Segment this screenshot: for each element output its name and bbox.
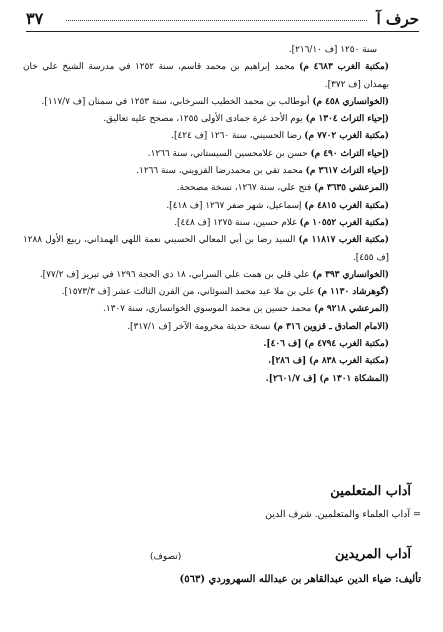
manuscript-entry — [23, 232, 389, 267]
entry-library: (المشكاة ١٣٠١ م) — [319, 373, 389, 384]
author-line: تأليف: ضياء الدين عبدالقاهر بن عبدالله السهروردي (٥٦٣) — [179, 574, 421, 585]
manuscript-entry — [23, 128, 389, 145]
entry-library: (إحياء التراث ٤٩٠ م) — [310, 148, 389, 159]
entry-details: السيد رضا بن أبي المعالي الحسيني نعمة اللهي الهمذاني، ربيع الأول ١٢٨٨ [ف ٤٥٥]. — [23, 235, 389, 263]
manuscript-entry — [23, 284, 389, 301]
entry-library: (مكتبة الغرب ١١٨١٧ م) — [298, 235, 389, 246]
entry-details: غلام حسين، سنة ١٢٧٥ [ف ٤٤٨]. — [174, 217, 297, 228]
cross-reference: = آداب العلماء والمتعلمين. شرف الدين — [265, 509, 421, 520]
manuscript-entry — [23, 336, 389, 353]
entry-details: محمد إبراهيم بن محمد قاسم، سنة ١٢٥٢ في مدرسة الشيخ علي خان بهمذان [ف ٣٧٢]. — [23, 62, 389, 90]
subject-tag: (تصوف) — [150, 552, 182, 562]
entry-details: محمد حسين بن محمد الموسوي الخوانساري، سنة ١٣٠٧. — [103, 304, 312, 315]
manuscript-entry — [23, 215, 389, 232]
entry-details: إسماعيل، شهر صفر ١٢٦٧ [ف ٤١٨]. — [166, 200, 302, 211]
entry-library: (مكتبة الغرب ٨٣٨ م) — [309, 356, 389, 367]
section-title: آداب المريدين — [335, 547, 411, 562]
manuscript-entry — [23, 319, 389, 336]
manuscript-entry — [23, 59, 389, 94]
entry-details: أبوطالب بن محمد الخطيب السرخابي، سنة ١٢٥٣ في سمنان [ف ١١٧/٧]. — [41, 96, 310, 107]
entry-details: يوم الأحد غرة جمادى الأولى ١٢٥٥، مصحح عليه تعاليق. — [103, 114, 303, 125]
entry-library: (إحياء التراث ٣٦١٧ م) — [305, 166, 389, 177]
entry-details: نسخة حديثة مخرومة الآخر [ف ٣١٧/١]. — [127, 321, 271, 332]
entry-details: رضا الحسيني، سنة ١٢٦٠ [ف ٤٢٤]. — [171, 131, 302, 142]
entry-library: (الخوانساري ٤٥٨ م) — [312, 96, 389, 107]
entry-details: [ف ٢٨٦]. — [268, 356, 307, 367]
entry-library: (مكتبة الغرب ٧٧٠٢ م) — [304, 131, 389, 142]
manuscript-entry — [23, 371, 389, 388]
manuscript-entry — [23, 94, 389, 111]
entry-library: (مكتبة الغرب ٤٨١٥ م) — [304, 200, 389, 211]
manuscript-entry — [23, 198, 389, 215]
running-title: حرف آ — [376, 10, 419, 28]
entry-library: (المرعشي ٣٦٣٥ م) — [314, 183, 389, 194]
manuscript-entry — [23, 163, 389, 180]
entry-details: سنة ١٢٥٠ [ف ٢١٦/١٠]. — [288, 45, 377, 55]
entry-library: (گوهرشاد ١١٣٠ م) — [317, 287, 389, 298]
page-header — [26, 9, 419, 32]
entry-library: (مكتبة الغرب ٤٦٨٣ م) — [299, 62, 389, 73]
manuscript-entry — [23, 353, 389, 370]
entry-library: (إحياء التراث ١٣٠٤ م) — [305, 114, 389, 125]
manuscript-entry — [23, 111, 389, 128]
page-number: ٣٧ — [26, 9, 44, 28]
manuscript-entry — [23, 146, 389, 163]
entry-library: (مكتبة الغرب ١٠٥٥٢ م) — [299, 217, 389, 228]
manuscript-list — [23, 42, 421, 388]
manuscript-entry — [23, 301, 389, 318]
entry-details: علي بن ملا عيد محمد السوئاني، من القرن الثالث عشر [ف ١٥٧٣/٣]. — [61, 287, 315, 298]
entry-details: [ف ٢٦٠١/٧]. — [265, 373, 317, 384]
header-leader-dots — [66, 20, 367, 21]
entry-library: (الامام الصادق ـ قزوين ٣١٦ م) — [273, 321, 389, 332]
entry-details: [ف ٤٠٦]. — [263, 339, 302, 350]
manuscript-entry — [23, 267, 389, 284]
manuscript-entry — [23, 42, 377, 59]
section-title: آداب المتعلمين — [330, 484, 411, 499]
entry-library: (المرعشي ٩٢١٨ م) — [314, 304, 389, 315]
manuscript-entry — [23, 180, 389, 197]
entry-details: فتح علي، سنة ١٢٦٧، نسخة مصححة. — [176, 183, 312, 194]
entry-library: (مكتبة الغرب ٤٧٩٤ م) — [304, 339, 389, 350]
entry-details: حسن بن غلامحسين السيستاني، سنة ١٢٦٦. — [147, 148, 308, 159]
entry-library: (الخوانساري ٣٩٣ م) — [312, 269, 389, 280]
entry-details: محمد تقي بن محمدرضا القزويني، سنة ١٢٦٦. — [136, 166, 303, 177]
entry-details: علي قلي بن همت علي السرابي، ١٨ ذي الحجة ١٢٩٦ في تبريز [ف ٧٧/٢]. — [39, 269, 310, 280]
